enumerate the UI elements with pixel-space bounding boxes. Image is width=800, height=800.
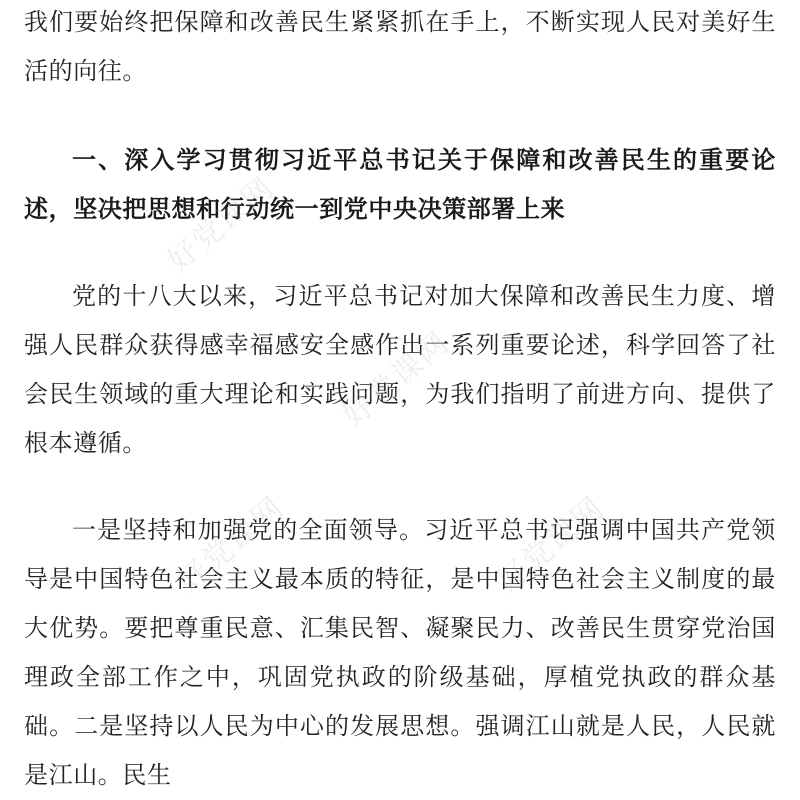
document-body bbox=[24, 0, 776, 800]
paragraph-intro: 我们要始终把保障和改善民生紧紧抓在手上，不断实现人民对美好生活的向往。 bbox=[24, 8, 776, 85]
watermark: 好党课网 bbox=[335, 325, 457, 435]
watermark: 好党课网 bbox=[160, 170, 282, 280]
paragraph-body-2: 一是坚持和加强党的全面领导。习近平总书记强调中国共产党领导是中国特色社会主义最本质的特征，是中国特色社会主义制度的最大优势。要把尊重民意、汇集民智、凝聚民力、改善民生贯穿党治国理政全部工作之中，巩固党执政的阶级基础，厚植党执政的群众基础。二是坚持以人民为中心的发展思想。强调江山就是人民，人民就是江山。民生 bbox=[24, 516, 776, 789]
watermark: 好党课网 bbox=[170, 490, 292, 600]
paragraph-body-1: 党的十八大以来，习近平总书记对加大保障和改善民生力度、增强人民群众获得感幸福感安全感作出一系列重要论述，科学回答了社会民生领域的重大理论和实践问题，为我们指明了前进方向、提供了根本遵循。 bbox=[24, 282, 776, 457]
watermark: 好党课网 bbox=[490, 490, 612, 600]
section-heading: 一、深入学习贯彻习近平总书记关于保障和改善民生的重要论述，坚决把思想和行动统一到党中央决策部署上来 bbox=[24, 146, 776, 223]
